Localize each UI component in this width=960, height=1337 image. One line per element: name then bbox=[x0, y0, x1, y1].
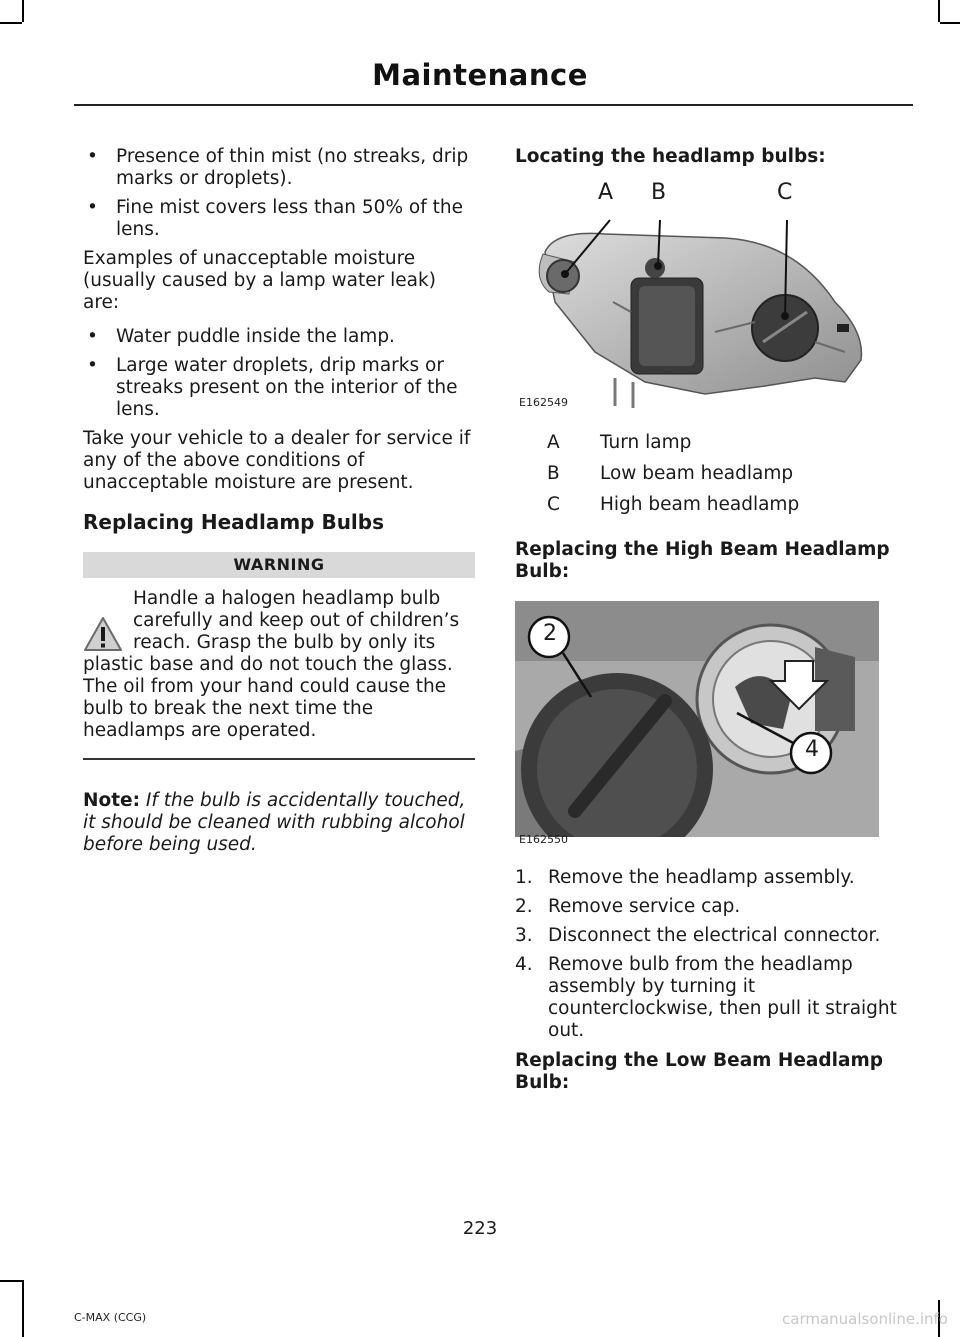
list-item: • Large water droplets, drip marks or streaks present on the interior of the lens. bbox=[87, 355, 458, 420]
acceptable-moisture-list bbox=[83, 146, 475, 241]
low-beam-title: Replacing the Low Beam Headlamp Bulb: bbox=[515, 1050, 884, 1093]
headlamp-diagram bbox=[515, 182, 879, 414]
list-item: • Presence of thin mist (no streaks, drip marks or droplets). bbox=[87, 146, 469, 189]
warning-text: Handle a halogen headlamp bulb carefully and keep out of children’s reach. Grasp the bulb by only its plastic base and do not touch the glass. The oil from your hand could cause the bulb to break the next time the headlamps are operated. bbox=[83, 588, 460, 741]
callout-label: 4 bbox=[805, 737, 819, 762]
warning-label: WARNING bbox=[83, 552, 475, 578]
header-divider bbox=[74, 104, 913, 106]
page-title: Maintenance bbox=[372, 58, 588, 92]
list-item: 2. Remove service cap. bbox=[515, 896, 741, 917]
high-beam-title: Replacing the High Beam Headlamp Bulb: bbox=[515, 539, 890, 582]
crop-mark bbox=[22, 1280, 24, 1337]
section-title: Replacing Headlamp Bulbs bbox=[83, 510, 385, 534]
model-code: C-MAX (CCG) bbox=[74, 1311, 147, 1324]
list-item: • Fine mist covers less than 50% of the lens. bbox=[87, 197, 463, 240]
warning-divider bbox=[83, 758, 475, 760]
dealer-paragraph: Take your vehicle to a dealer for service if any of the above conditions of unacceptable moisture are present. bbox=[83, 428, 471, 493]
table-row: B Low beam headlamp bbox=[547, 463, 794, 484]
watermark: carmanualsonline.info bbox=[782, 1310, 948, 1328]
unacceptable-moisture-list bbox=[83, 326, 475, 421]
table-row: A Turn lamp bbox=[547, 432, 692, 453]
list-item: 3. Disconnect the electrical connector. bbox=[515, 925, 881, 946]
callout-label: 2 bbox=[543, 621, 557, 646]
high-beam-illustration bbox=[515, 601, 879, 837]
figure-code: E162550 bbox=[519, 833, 568, 846]
callout-label: B bbox=[651, 180, 667, 205]
callout-label: A bbox=[598, 180, 614, 205]
crop-mark bbox=[22, 0, 24, 22]
right-column bbox=[515, 146, 910, 1094]
high-beam-photo bbox=[515, 601, 879, 851]
crop-mark bbox=[938, 0, 940, 22]
figure-code: E162549 bbox=[519, 396, 568, 409]
warning-box bbox=[83, 588, 475, 760]
headlamp-illustration bbox=[515, 182, 879, 414]
crop-mark bbox=[0, 1280, 22, 1282]
unacceptable-intro: Examples of unacceptable moisture (usually caused by a lamp water leak) are: bbox=[83, 248, 436, 313]
warning-triangle-icon bbox=[83, 616, 123, 652]
note: Note: If the bulb is accidentally touched, it should be cleaned with rubbing alcohol before being used. bbox=[83, 789, 466, 855]
high-beam-steps bbox=[515, 867, 910, 1042]
callout-label: C bbox=[777, 180, 793, 205]
crop-mark bbox=[940, 22, 960, 24]
bulb-legend-table bbox=[547, 432, 799, 525]
left-column bbox=[83, 146, 475, 868]
page-number: 223 bbox=[462, 1218, 498, 1239]
locating-title: Locating the headlamp bulbs: bbox=[515, 146, 826, 167]
list-item: 4. Remove bulb from the headlamp assembly by turning it counterclockwise, then pull it straight out. bbox=[515, 954, 897, 1041]
table-row: C High beam headlamp bbox=[547, 494, 800, 515]
list-item: 1. Remove the headlamp assembly. bbox=[515, 867, 855, 888]
list-item: • Water puddle inside the lamp. bbox=[87, 326, 395, 347]
crop-mark bbox=[0, 22, 22, 24]
